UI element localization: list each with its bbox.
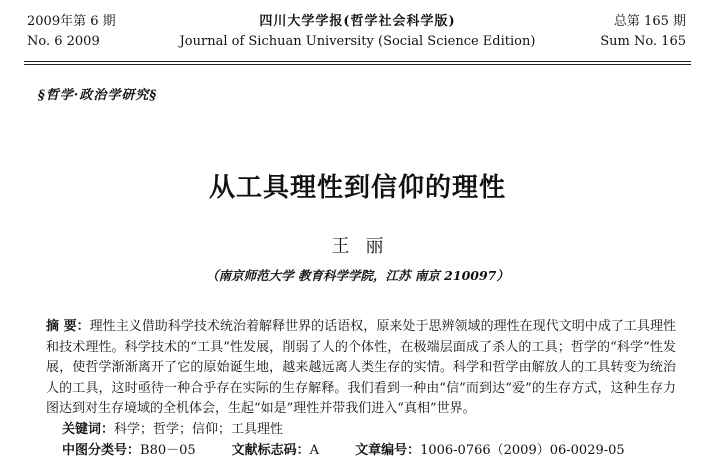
abstract-label: 摘 要：: [46, 319, 90, 334]
article-title: 从工具理性到信仰的理性: [208, 173, 506, 203]
article-number-value: 1006-0766（2009）06-0029-05: [420, 443, 625, 458]
sum-cn: 总第 165 期: [613, 14, 686, 29]
header-rule-top: [24, 61, 691, 62]
journal-name-en: Journal of Sichuan University (Social Science Edition): [179, 34, 536, 49]
keywords-text: 科学；哲学；信仰；工具理性: [114, 422, 284, 437]
keywords-label: 关键词：: [62, 422, 115, 437]
sum-info: [600, 12, 686, 52]
abstract-text: 理性主义借助科学技术统治着解释世界的话语权，原来处于思辨领域的理性在现代文明中成了工具理性和技术理性。科学技术的“工具”性发展，削弱了人的个体性，在极端层面成了杀人的工具；哲学的“科学”性发展，使哲学渐渐离开了它的原始诞生地，越来越远离人类生存的实情。科学和哲学由解放人的工具转变为统治人的工具，这时亟待一种合乎存在实际的生存解释。我们看到一种由“信”而到达“爱”的生存方式，这种生存力图达到对生存境域的全机体会，生起“如是”理性并带我们进入“真相”世界。: [46, 319, 676, 416]
abstract: [46, 317, 676, 420]
sum-en: Sum No. 165: [600, 34, 686, 49]
issue-en: No. 6 2009: [27, 34, 100, 49]
section-label: §哲学·政治学研究§: [38, 88, 158, 103]
clc-label: 中图分类号：: [62, 443, 141, 458]
issue-cn: 2009年第 6 期: [27, 14, 116, 29]
header-rule-bottom: [24, 64, 691, 65]
keywords: [62, 420, 283, 440]
article-author: 王丽: [331, 236, 400, 257]
doc-code-value: A: [309, 443, 320, 458]
author-affiliation: （南京师范大学 教育科学学院，江苏 南京 210097）: [206, 268, 509, 283]
journal-header: [0, 12, 715, 62]
journal-name-cn: 四川大学学报(哲学社会科学版): [259, 14, 456, 29]
doc-code-label: 文献标志码：: [231, 443, 310, 458]
article-number-label: 文章编号：: [355, 443, 421, 458]
classification-line: [62, 441, 625, 461]
clc-value: B80－05: [140, 443, 196, 458]
